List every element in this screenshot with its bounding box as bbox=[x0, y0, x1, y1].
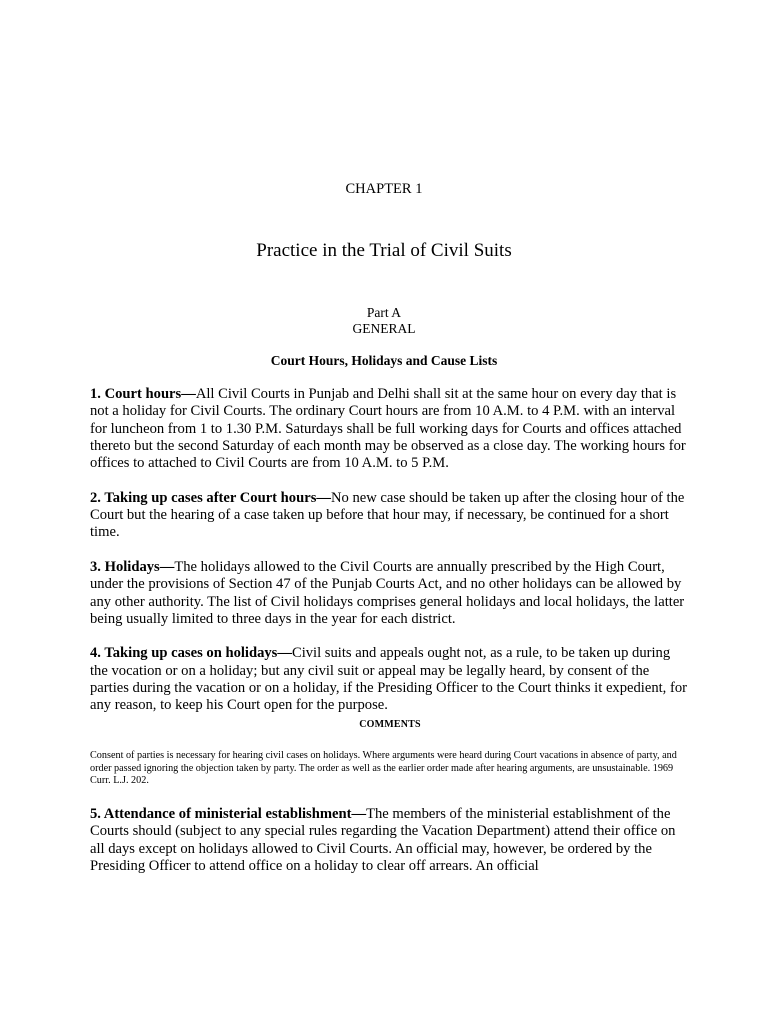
paragraph-heading: 5. Attendance of ministerial establishment— bbox=[90, 806, 367, 823]
comments-heading: COMMENTS bbox=[359, 718, 421, 730]
paragraph-heading: 1. Court hours— bbox=[90, 386, 196, 402]
paragraph-text: Civil suits and appeals ought not, as a rule, to be taken up during the vocation or on a holiday; but any civil suit or appeal may be legally heard, by consent of the parties during the vacation or on a holiday, if the Presiding Officer to the Court thinks it expedient, for any reason, to keep his Court open for the purpose. bbox=[90, 645, 687, 714]
paragraph-heading: 4. Taking up cases on holidays— bbox=[90, 645, 292, 662]
paragraph-text: The members of the ministerial establishment of the Courts should (subject to any special rules regarding the Vacation Department) attend their office on all days except on holidays allowed to Civil Courts. An official may, however, be ordered by the Presiding Officer to attend office on a holiday to clear off arrears. An official bbox=[90, 806, 676, 874]
part-name: GENERAL bbox=[352, 321, 416, 336]
paragraph-text: No new case should be taken up after the closing hour of the Court but the hearing of a case taken up before that hour may, if necessary, be continued for a short time. bbox=[90, 489, 685, 541]
part-heading bbox=[0, 305, 768, 337]
chapter-label: CHAPTER 1 bbox=[345, 181, 423, 197]
chapter-title: Practice in the Trial of Civil Suits bbox=[256, 240, 512, 261]
paragraph-heading: 3. Holidays— bbox=[90, 558, 175, 575]
paragraph-cases-after-hours bbox=[90, 490, 690, 542]
paragraph-court-hours bbox=[90, 386, 690, 472]
section-heading: Court Hours, Holidays and Cause Lists bbox=[270, 353, 498, 368]
comment-text: Consent of parties is necessary for hearing civil cases on holidays. Where arguments were heard during Court vacations in absence of party, and order passed ignoring the objection taken by party. The order as well as the earlier order made after hearing arguments, are unsustainable. 1969 Curr. L.J. 202. bbox=[90, 750, 677, 787]
part-label: Part A bbox=[366, 305, 402, 320]
paragraph-text: The holidays allowed to the Civil Courts are annually prescribed by the High Court, under the provisions of Section 47 of the Punjab Courts Act, and no other holidays can be allowed by any other authority. The list of Civil holidays comprises general holidays and local holidays, the latter being usually limited to three days in the year for each district. bbox=[90, 558, 685, 627]
paragraph-ministerial-attendance bbox=[90, 806, 690, 875]
paragraph-text: All Civil Courts in Punjab and Delhi shall sit at the same hour on every day that is not a holiday for Civil Courts. The ordinary Court hours are from 10 A.M. to 4 P.M. with an interval for luncheon from 1 to 1.30 P.M. Saturdays shall be full working days for Courts and offices attached thereto but the second Saturday of each month may be observed as a close day. The working hours for offices to attached to Civil Courts are from 10 A.M. to 5 P.M. bbox=[90, 386, 686, 472]
paragraph-holidays bbox=[90, 559, 690, 628]
paragraph-heading: 2. Taking up cases after Court hours— bbox=[90, 489, 331, 506]
paragraph-cases-on-holidays bbox=[90, 645, 690, 714]
document-body bbox=[90, 386, 690, 893]
